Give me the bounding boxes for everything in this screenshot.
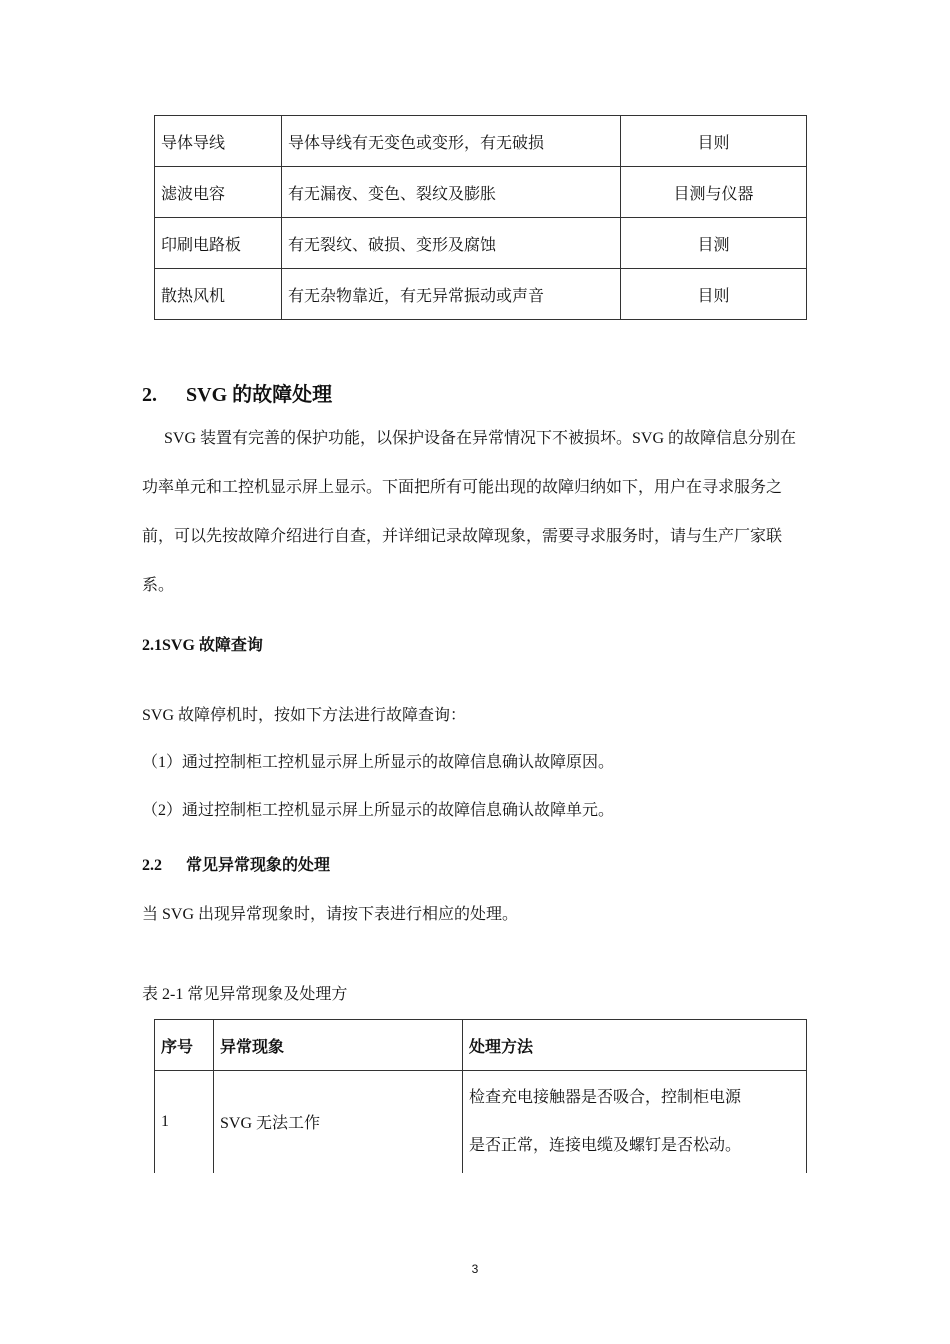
table-header-row xyxy=(155,1020,807,1071)
table-cell: 有无杂物靠近，有无异常振动或声音 xyxy=(282,269,621,320)
method-text-line: 是否正常，连接电缆及螺钉是否松动。 xyxy=(469,1136,742,1154)
table-cell: SVG 无法工作 xyxy=(214,1071,463,1173)
query-step: （1）通过控制柜工控机显示屏上所显示的故障信息确认故障原因。 xyxy=(142,754,615,771)
table-row xyxy=(155,1071,807,1173)
section-title: SVG 的故障处理 xyxy=(186,384,333,406)
table-header-cell: 序号 xyxy=(155,1020,214,1071)
table-caption: 表 2-1 常见异常现象及处理方 xyxy=(142,986,348,1003)
table-cell: 导体导线 xyxy=(155,116,282,167)
table-row xyxy=(155,218,807,269)
query-lead-text: SVG 故障停机时，按如下方法进行故障查询： xyxy=(142,707,467,724)
table-header-cell: 异常现象 xyxy=(214,1020,463,1071)
table-cell: 目则 xyxy=(621,116,807,167)
section-number: 2. xyxy=(142,384,157,406)
intro-paragraph: SVG 装置有完善的保护功能，以保护设备在异常情况下不被损坏。SVG 的故障信息分别在功率单元和工控机显示屏上显示。下面把所有可能出现的故障归纳如下，用户在寻求服务之前，可以先按故障介绍进行自查，并详细记录故障现象，需要寻求服务时，请与生产厂家联系。 xyxy=(142,430,797,594)
table-row xyxy=(155,167,807,218)
abnormal-handling-table xyxy=(154,1019,807,1173)
page-number: 3 xyxy=(471,1262,479,1276)
method-text-line: 检查充电接触器是否吸合，控制柜电源 xyxy=(469,1088,742,1106)
table-cell: 有无漏夜、变色、裂纹及膨胀 xyxy=(282,167,621,218)
section-heading xyxy=(142,378,332,407)
table-cell: 目测 xyxy=(621,218,807,269)
subsection-heading-2-1: 2.1SVG 故障查询 xyxy=(142,637,263,654)
table-row xyxy=(155,116,807,167)
table-cell: 目则 xyxy=(621,269,807,320)
subsection-number: 2.2 xyxy=(142,857,162,874)
handling-lead-text: 当 SVG 出现异常现象时，请按下表进行相应的处理。 xyxy=(142,906,519,923)
inspection-table xyxy=(154,115,807,320)
table-cell: 目测与仪器 xyxy=(621,167,807,218)
table-cell: 散热风机 xyxy=(155,269,282,320)
subsection-title: 常见异常现象的处理 xyxy=(186,857,331,874)
table-cell: 1 xyxy=(155,1071,214,1173)
table-cell xyxy=(463,1071,807,1173)
table-cell: 有无裂纹、破损、变形及腐蚀 xyxy=(282,218,621,269)
table-cell: 导体导线有无变色或变形，有无破损 xyxy=(282,116,621,167)
table-cell: 滤波电容 xyxy=(155,167,282,218)
table-cell: 印刷电路板 xyxy=(155,218,282,269)
table-header-cell: 处理方法 xyxy=(463,1020,807,1071)
query-step: （2）通过控制柜工控机显示屏上所显示的故障信息确认故障单元。 xyxy=(142,802,615,819)
subsection-heading-2-2 xyxy=(142,852,330,875)
table-row xyxy=(155,269,807,320)
